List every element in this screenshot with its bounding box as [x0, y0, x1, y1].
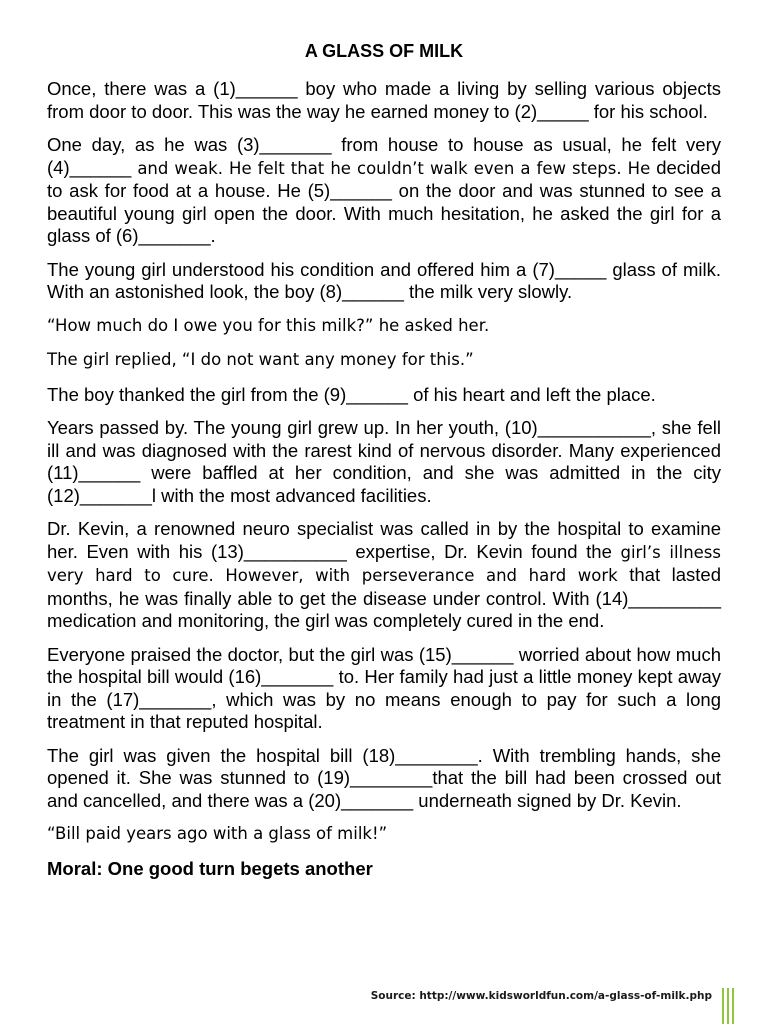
paragraph-2-part-a: One day, as he was (3)_______ from house to house as usual, he felt very (4)______: [47, 134, 721, 178]
paragraph-8: [47, 518, 721, 633]
page-title: A GLASS OF MILK: [304, 41, 464, 61]
paragraph-6: The boy thanked the girl from the (9)______ of his heart and left the place.: [47, 383, 656, 405]
paragraph-2: [47, 134, 721, 248]
paragraph-11: “Bill paid years ago with a glass of milk!”: [47, 824, 388, 843]
green-bar-3: [732, 988, 734, 1024]
moral-line: Moral: One good turn begets another: [47, 857, 373, 879]
paragraph-8-part-a: Dr. Kevin, a renowned neuro specialist was called in by the hospital to examine her. Even with his (13)__________ expertise, Dr. Kevin found the: [47, 518, 721, 562]
paragraph-2-part-c: decided to ask for food at a house. He (5)______ on the door and was stunned to see a beautiful young girl open the door. With much hesitation, he asked the girl for a glass of (6)_______.: [47, 156, 721, 246]
paragraph-3: The young girl understood his condition and offered him a (7)_____ glass of milk. With an astonished look, the boy (8)______ the milk very slowly.: [47, 258, 721, 302]
paragraph-9: Everyone praised the doctor, but the girl was (15)______ worried about how much the hospital bill would (16)_______ to. Her family had just a little money kept away in the (17)_______, which was by no means enough to pay for such a long treatment in that reputed hospital.: [47, 643, 721, 732]
paragraph-5: The girl replied, “I do not want any money for this.”: [47, 350, 474, 369]
paragraph-4: “How much do I owe you for this milk?” he asked her.: [47, 315, 490, 335]
paragraph-8-part-c: that lasted months, he was finally able to get the disease under control. With (14)_________ medication and monitoring, the girl was completely cured in the end.: [47, 564, 721, 631]
paragraph-8-part-b: girl’s illness very hard to cure. However, with perseverance and hard work: [47, 542, 721, 585]
green-bar-1: [722, 988, 724, 1024]
paragraph-10: The girl was given the hospital bill (18)________. With trembling hands, she opened it. She was stunned to (19)________that the bill had been crossed out and cancelled, and there was a (20)_______ underneath signed by Dr. Kevin.: [47, 744, 721, 811]
decorative-green-bars: [720, 988, 740, 1024]
paragraph-2-part-b: and weak. He felt that he couldn’t walk even a few steps. He: [137, 158, 651, 178]
green-bar-2: [727, 988, 729, 1024]
worksheet-page: [47, 40, 721, 880]
paragraph-1: Once, there was a (1)______ boy who made a living by selling various objects from door to door. This was the way he earned money to (2)_____ for his school.: [47, 78, 721, 122]
source-citation: Source: http://www.kidsworldfun.com/a-glass-of-milk.php: [370, 990, 712, 1002]
paragraph-7: Years passed by. The young girl grew up. In her youth, (10)___________, she fell ill and was diagnosed with the rarest kind of nervous disorder. Many experienced (11)______ were baffled at her condition, and she was admitted in the city (12)_______l with the most advanced facilities.: [47, 417, 721, 506]
